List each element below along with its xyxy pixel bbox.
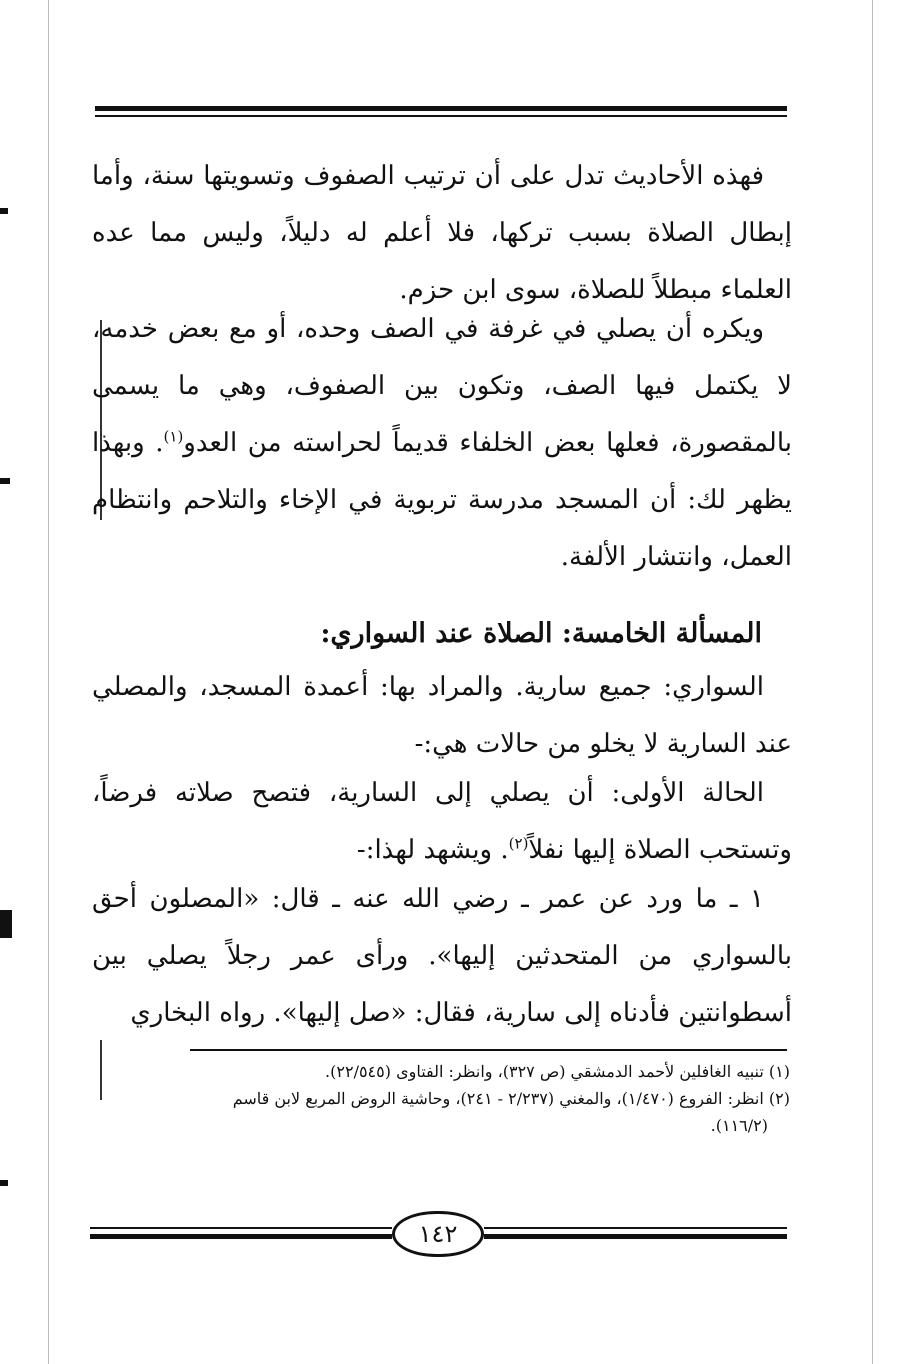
paragraph-text: السواري: جميع سارية. والمراد بها: أعمدة المسجد، والمصلي عند السارية لا يخلو من حالات هي:- <box>92 672 792 759</box>
paragraph-4 <box>92 765 792 879</box>
paragraph-text <box>92 301 792 586</box>
paragraph-text-part: ويكره أن يصلي في غرفة في الصف وحده، أو مع بعض خدمه، لا يكتمل فيها الصف، وتكون بين الصفوف، وهي ما يسمى بالمقصورة، فعلها بعض الخلفاء قديماً لحراسته من العدو <box>92 314 792 458</box>
footer-rule-thin-left <box>90 1227 392 1229</box>
paragraph-text-part: الحالة الأولى: أن يصلي إلى السارية، فتصح صلاته فرضاً، وتستحب الصلاة إليها نفلاً <box>92 778 792 865</box>
footer-rule-thick-left <box>90 1234 392 1239</box>
scan-line <box>48 0 49 1364</box>
footnote-ref-1: (١) <box>163 427 184 446</box>
footer-rule-thin-right <box>484 1227 787 1229</box>
scan-line <box>872 0 873 1364</box>
footnote-ref-2: (٢) <box>508 834 529 853</box>
footnote-1: (١) تنبيه الغافلين لأحمد الدمشقي (ص ٣٢٧)، وانظر: الفتاوى (٢٢/٥٤٥). <box>325 1062 790 1081</box>
paragraph-text: ١ ـ ما ورد عن عمر ـ رضي الله عنه ـ قال: «المصلون أحق بالسواري من المتحدثين إليها». ورأى عمر رجلاً يصلي بين أسطوانتين فأدناه إلى سارية، فقال: «صل إليها». رواه البخاري <box>92 884 792 1028</box>
paragraph-text <box>92 765 792 879</box>
paragraph-1 <box>92 148 792 319</box>
footnote-2: (٢) انظر: الفروع (١/٤٧٠)، والمغني (٢/٢٣٧ - ٢٤١)، وحاشية الروض المربع لابن قاسم <box>232 1089 790 1108</box>
paragraph-2 <box>92 301 792 586</box>
scan-mark <box>0 478 10 484</box>
scan-mark <box>0 208 8 214</box>
footnotes <box>90 1058 790 1139</box>
paragraph-text-part: . وبهذا يظهر لك: أن المسجد مدرسة تربوية في الإخاء والتلاحم وانتظام العمل، وانتشار الألفة. <box>92 428 792 572</box>
scan-mark <box>0 910 12 938</box>
paragraph-text: فهذه الأحاديث تدل على أن ترتيب الصفوف وتسويتها سنة، وأما إبطال الصلاة بسبب تركها، فلا أعلم له دليلاً، وليس مما عده العلماء مبطلاً للصلاة، سوى ابن حزم. <box>92 161 792 305</box>
paragraph-5 <box>92 871 792 1042</box>
header-rule-thick <box>95 106 787 111</box>
footnote-rule <box>190 1049 787 1051</box>
footnote-2-continued: (١١٦/٢). <box>710 1116 768 1135</box>
footer-rule-thick-right <box>484 1234 787 1239</box>
header-rule-thin <box>95 115 787 117</box>
page-number: ١٤٢ <box>392 1211 484 1257</box>
section-heading: المسألة الخامسة: الصلاة عند السواري: <box>320 618 762 649</box>
scan-mark <box>0 1180 8 1186</box>
paragraph-3 <box>92 659 792 773</box>
paragraph-text-part: . ويشهد لهذا:- <box>356 835 509 865</box>
